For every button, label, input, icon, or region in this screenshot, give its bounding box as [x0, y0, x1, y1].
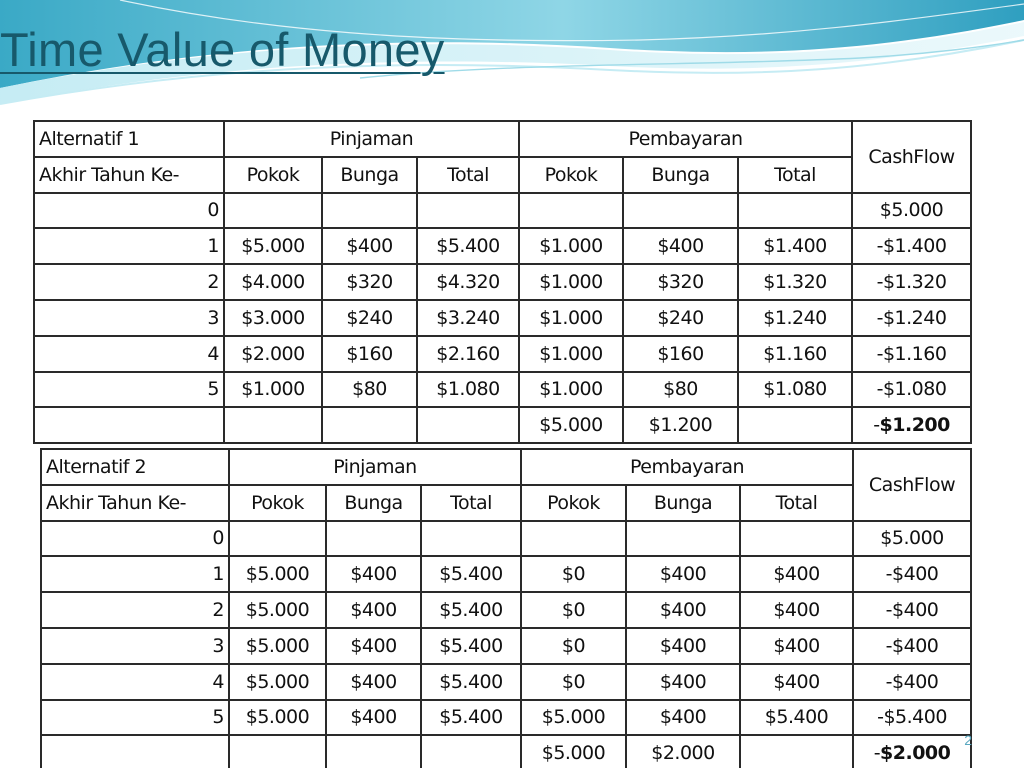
pembayaran-total-cell: $1.160 — [738, 336, 852, 372]
pinjaman-bunga-cell-empty — [322, 407, 417, 443]
alternatif-1-table — [33, 120, 972, 444]
pinjaman-pokok-cell: $5.000 — [229, 592, 326, 628]
pembayaran-bunga-header: Bunga — [623, 157, 738, 193]
alternative-label: Alternatif 1 — [34, 121, 224, 157]
pinjaman-total-cell — [421, 521, 521, 557]
year-cell: 0 — [41, 521, 229, 557]
pinjaman-pokok-cell-empty — [229, 735, 326, 768]
pinjaman-pokok-cell: $4.000 — [224, 264, 322, 300]
pinjaman-pokok-cell: $5.000 — [229, 556, 326, 592]
pinjaman-total-cell-empty — [421, 735, 521, 768]
pinjaman-header: Pinjaman — [229, 449, 521, 485]
pinjaman-total-cell: $3.240 — [417, 300, 519, 336]
pinjaman-bunga-header: Bunga — [326, 485, 421, 521]
year-cell: 4 — [34, 336, 224, 372]
pembayaran-bunga-cell — [626, 521, 740, 557]
cashflow-cell: -$5.400 — [853, 700, 971, 736]
pinjaman-pokok-cell: $3.000 — [224, 300, 322, 336]
pinjaman-bunga-cell: $400 — [326, 664, 421, 700]
pembayaran-bunga-cell: $400 — [626, 592, 740, 628]
total-pembayaran-pokok: $5.000 — [521, 735, 626, 768]
year-cell-empty — [41, 735, 229, 768]
totals-row — [34, 407, 971, 443]
pembayaran-bunga-cell: $160 — [623, 336, 738, 372]
total-cashflow-value: $2.000 — [880, 742, 951, 765]
year-cell: 5 — [34, 372, 224, 408]
year-cell: 5 — [41, 700, 229, 736]
table-row — [41, 592, 971, 628]
pembayaran-bunga-cell: $400 — [626, 700, 740, 736]
year-cell: 1 — [34, 228, 224, 264]
pembayaran-pokok-cell: $1.000 — [519, 336, 623, 372]
year-cell: 2 — [41, 592, 229, 628]
table-row — [41, 700, 971, 736]
pembayaran-total-cell — [738, 193, 852, 229]
pinjaman-bunga-cell: $320 — [322, 264, 417, 300]
pembayaran-pokok-cell — [519, 193, 623, 229]
pinjaman-bunga-cell: $400 — [322, 228, 417, 264]
cashflow-cell: $5.000 — [853, 521, 971, 557]
year-cell: 4 — [41, 664, 229, 700]
pinjaman-pokok-cell: $5.000 — [224, 228, 322, 264]
total-pembayaran-bunga: $1.200 — [623, 407, 738, 443]
total-cashflow-sign: - — [873, 414, 880, 437]
total-cashflow — [852, 407, 971, 443]
total-cashflow-sign: - — [873, 742, 881, 765]
pinjaman-bunga-header: Bunga — [322, 157, 417, 193]
pinjaman-total-cell-empty — [417, 407, 519, 443]
total-cashflow-value: $1.200 — [879, 414, 950, 437]
pembayaran-total-cell: $400 — [740, 628, 853, 664]
pinjaman-pokok-header: Pokok — [229, 485, 326, 521]
table-row — [41, 556, 971, 592]
table-row — [34, 372, 971, 408]
pembayaran-pokok-cell: $0 — [521, 664, 626, 700]
pinjaman-total-cell: $1.080 — [417, 372, 519, 408]
pinjaman-bunga-cell: $400 — [326, 628, 421, 664]
pinjaman-bunga-cell: $400 — [326, 700, 421, 736]
year-cell-empty — [34, 407, 224, 443]
cashflow-cell: -$1.400 — [852, 228, 971, 264]
pinjaman-bunga-cell — [326, 521, 421, 557]
pembayaran-bunga-cell: $400 — [623, 228, 738, 264]
cashflow-cell: -$1.240 — [852, 300, 971, 336]
pinjaman-bunga-cell-empty — [326, 735, 421, 768]
table-row — [41, 521, 971, 557]
cashflow-cell: -$400 — [853, 664, 971, 700]
pembayaran-bunga-cell: $400 — [626, 556, 740, 592]
pembayaran-bunga-cell: $400 — [626, 628, 740, 664]
pinjaman-bunga-cell: $160 — [322, 336, 417, 372]
pinjaman-total-cell: $5.400 — [421, 628, 521, 664]
pembayaran-pokok-cell: $0 — [521, 628, 626, 664]
pinjaman-total-cell: $5.400 — [421, 592, 521, 628]
table-row — [34, 228, 971, 264]
year-column-header: Akhir Tahun Ke- — [34, 157, 224, 193]
pinjaman-total-header: Total — [417, 157, 519, 193]
pembayaran-total-cell — [740, 521, 853, 557]
pinjaman-pokok-cell — [224, 193, 322, 229]
pembayaran-pokok-cell: $1.000 — [519, 372, 623, 408]
pembayaran-bunga-header: Bunga — [626, 485, 740, 521]
table-row — [41, 664, 971, 700]
pinjaman-pokok-header: Pokok — [224, 157, 322, 193]
pembayaran-header: Pembayaran — [519, 121, 852, 157]
pembayaran-bunga-cell — [623, 193, 738, 229]
cashflow-cell: -$400 — [853, 628, 971, 664]
total-cashflow — [853, 735, 971, 768]
cashflow-cell: -$1.160 — [852, 336, 971, 372]
pembayaran-total-cell: $1.240 — [738, 300, 852, 336]
cashflow-cell: $5.000 — [852, 193, 971, 229]
pembayaran-total-cell: $1.320 — [738, 264, 852, 300]
pembayaran-total-header: Total — [740, 485, 853, 521]
pinjaman-bunga-cell: $400 — [326, 592, 421, 628]
page-title: Time Value of Money — [0, 23, 445, 76]
pinjaman-pokok-cell: $5.000 — [229, 628, 326, 664]
pembayaran-total-cell: $400 — [740, 664, 853, 700]
pembayaran-pokok-cell — [521, 521, 626, 557]
pembayaran-pokok-cell: $0 — [521, 556, 626, 592]
alternative-label: Alternatif 2 — [41, 449, 229, 485]
year-cell: 1 — [41, 556, 229, 592]
totals-row — [41, 735, 971, 768]
pembayaran-header: Pembayaran — [521, 449, 853, 485]
cashflow-cell: -$1.080 — [852, 372, 971, 408]
pembayaran-total-cell: $400 — [740, 592, 853, 628]
year-cell: 2 — [34, 264, 224, 300]
pembayaran-pokok-header: Pokok — [519, 157, 623, 193]
pinjaman-bunga-cell: $400 — [326, 556, 421, 592]
pinjaman-pokok-cell: $5.000 — [229, 700, 326, 736]
pinjaman-total-cell: $5.400 — [421, 556, 521, 592]
pembayaran-bunga-cell: $320 — [623, 264, 738, 300]
pembayaran-bunga-cell: $400 — [626, 664, 740, 700]
pembayaran-total-cell: $1.400 — [738, 228, 852, 264]
year-cell: 0 — [34, 193, 224, 229]
table-row — [34, 336, 971, 372]
table-row — [41, 628, 971, 664]
pinjaman-bunga-cell: $80 — [322, 372, 417, 408]
cashflow-header: CashFlow — [853, 449, 971, 521]
pinjaman-total-cell: $2.160 — [417, 336, 519, 372]
pembayaran-total-header: Total — [738, 157, 852, 193]
slide-page-number: 2 — [964, 732, 972, 748]
table-row — [34, 264, 971, 300]
pembayaran-pokok-cell: $0 — [521, 592, 626, 628]
table-row — [34, 300, 971, 336]
pembayaran-total-cell: $400 — [740, 556, 853, 592]
table-subheader-row — [34, 157, 971, 193]
pembayaran-total-cell: $5.400 — [740, 700, 853, 736]
pembayaran-pokok-cell: $1.000 — [519, 300, 623, 336]
cashflow-cell: -$400 — [853, 556, 971, 592]
pinjaman-total-cell: $5.400 — [421, 664, 521, 700]
year-cell: 3 — [41, 628, 229, 664]
table-row — [34, 193, 971, 229]
pinjaman-pokok-cell: $1.000 — [224, 372, 322, 408]
pembayaran-bunga-cell: $240 — [623, 300, 738, 336]
pinjaman-total-header: Total — [421, 485, 521, 521]
pembayaran-total-cell-empty — [738, 407, 852, 443]
year-column-header: Akhir Tahun Ke- — [41, 485, 229, 521]
cashflow-cell: -$400 — [853, 592, 971, 628]
pinjaman-total-cell: $5.400 — [417, 228, 519, 264]
pembayaran-bunga-cell: $80 — [623, 372, 738, 408]
year-cell: 3 — [34, 300, 224, 336]
pinjaman-total-cell — [417, 193, 519, 229]
total-pembayaran-pokok: $5.000 — [519, 407, 623, 443]
table-subheader-row — [41, 485, 971, 521]
pinjaman-header: Pinjaman — [224, 121, 519, 157]
alternatif-2-table — [40, 448, 972, 768]
cashflow-cell: -$1.320 — [852, 264, 971, 300]
cashflow-header: CashFlow — [852, 121, 971, 193]
pembayaran-total-cell: $1.080 — [738, 372, 852, 408]
pembayaran-pokok-cell: $1.000 — [519, 228, 623, 264]
pinjaman-pokok-cell: $2.000 — [224, 336, 322, 372]
pinjaman-pokok-cell: $5.000 — [229, 664, 326, 700]
pinjaman-total-cell: $5.400 — [421, 700, 521, 736]
pembayaran-pokok-cell: $5.000 — [521, 700, 626, 736]
pembayaran-total-cell-empty — [740, 735, 853, 768]
pinjaman-bunga-cell — [322, 193, 417, 229]
pinjaman-bunga-cell: $240 — [322, 300, 417, 336]
table-header-row — [34, 121, 971, 157]
pinjaman-pokok-cell-empty — [224, 407, 322, 443]
pinjaman-total-cell: $4.320 — [417, 264, 519, 300]
pembayaran-pokok-cell: $1.000 — [519, 264, 623, 300]
pembayaran-pokok-header: Pokok — [521, 485, 626, 521]
pinjaman-pokok-cell — [229, 521, 326, 557]
table-header-row — [41, 449, 971, 485]
total-pembayaran-bunga: $2.000 — [626, 735, 740, 768]
